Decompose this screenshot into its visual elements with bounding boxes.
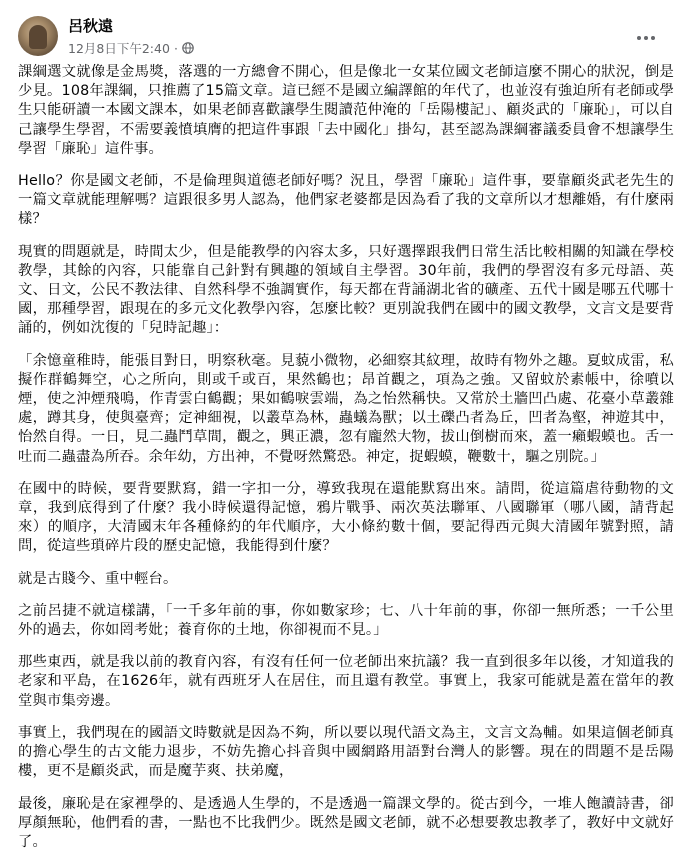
more-options-icon <box>637 36 641 40</box>
post-paragraph: 現實的問題就是，時間太少，但是能教學的內容太多，只好選擇跟我們日常生活比較相關的知識在學校教學，其餘的內容，只能靠自己針對有興趣的領域自主學習。30年前，我們的學習沒有多元母語、英文、日文，公民不教法律、自然科學不強調實作，每天都在背誦湖北省的礦產、五代十國是哪五代哪十國，那種學習，跟現在的多元文化教學內容，怎麼比較？更別說我們在國中的國文教學，文言文是要背誦的，例如沈復的「兒時記趣」： <box>18 243 674 337</box>
post-paragraph: 就是古賤今、重中輕台。 <box>18 570 178 587</box>
post-paragraph: 事實上，我們現在的國語文時數就是因為不夠，所以要以現代語文為主，文言文為輔。如果這個老師真的擔心學生的古文能力退步，不妨先擔心抖音與中國網路用語對台灣人的影響。現在的問題不是岳陽樓，更不是顧炎武，而是魔芋爽、扶弟魔， <box>18 724 674 780</box>
more-options-button[interactable] <box>631 26 661 50</box>
post-paragraph: Hello？你是國文老師，不是倫理與道德老師好嗎？況且，學習「廉恥」這件事，要靠顧炎武老先生的一篇文章就能理解嗎？這跟很多男人認為，他們家老婆都是因為看了我的文章所以才想離婚，有什麼兩樣？ <box>18 173 674 228</box>
post-body <box>18 63 674 865</box>
post-paragraph: 之前呂捷不就這樣講，「一千多年前的事，你如數家珍；七、八十年前的事，你卻一無所悉；一千公里外的過去，你如罔考妣；養育你的土地，你卻視而不見。」 <box>18 602 674 639</box>
post-header <box>18 0 671 60</box>
post-timestamp[interactable]: 12月8日下午2:40 <box>68 41 170 56</box>
meta-separator: · <box>173 40 178 56</box>
more-options-icon-dot <box>644 36 648 40</box>
post-meta <box>68 39 194 57</box>
author-name[interactable]: 呂秋遠 <box>68 17 114 35</box>
post-paragraph: 在國中的時候，要背要默寫，錯一字扣一分，導致我現在還能默寫出來。請問，從這篇虐待動物的文章，我到底得到了什麼？我小時候還得記憶，鴉片戰爭、兩次英法聯軍、八國聯軍（哪八國，請背起來）的順序，大清國末年各種條約的年代順序，大小條約數十個，要記得西元與大清國年號對照，請問，從這些瑣碎片段的歷史記憶，我能得到什麼？ <box>18 480 674 555</box>
post-paragraph: 那些東西，就是我以前的教育內容，有沒有任何一位老師出來抗議？我一直到很多年以後，才知道我的老家和平島，在1626年，就有西班牙人在居住，而且還有教堂。事實上，我家可能就是蓋在當年的教堂與市集旁邊。 <box>18 654 674 709</box>
more-options-icon-dot <box>651 36 655 40</box>
post-paragraph: 最後，廉恥是在家裡學的、是透過人生學的，不是透過一篇課文學的。從古到今，一堆人飽讀詩書，卻厚顏無恥，他們看的書，一點也不比我們少。既然是國文老師，就不必想要教忠教孝了，教好中文就好了。 <box>18 795 674 850</box>
post-paragraph-quote: 「余憶童稚時，能張目對日，明察秋毫。見藐小微物，必細察其紋理，故時有物外之趣。夏蚊成雷，私擬作群鶴舞空，心之所向，則或千或百，果然鶴也；昂首觀之，項為之強。又留蚊於素帳中，徐噴以煙，使之沖煙飛鳴，作青雲白鶴觀；果如鶴唳雲端，為之怡然稱快。又常於土牆凹凸處、花臺小草叢雜處，蹲其身，使與臺齊；定神細視，以叢草為林，蟲蟻為獸；以土礫凸者為丘，凹者為壑，神遊其中，怡然自得。一日，見二蟲鬥草間，觀之，興正濃，忽有龐然大物，拔山倒樹而來，蓋一癩蝦蟆也。舌一吐而二蟲盡為所吞。余年幼，方出神，不覺呀然驚恐。神定，捉蝦蟆，鞭數十，驅之別院。」 <box>18 352 674 465</box>
avatar-figure <box>29 25 47 49</box>
globe-icon[interactable] <box>182 42 194 54</box>
post-paragraph: 課綱選文就像是金馬獎，落選的一方總會不開心，但是像北一女某位國文老師這麼不開心的狀況，倒是少見。108年課綱，只推薦了15篇文章。這已經不是國立編譯館的年代了，也並沒有強迫所有老師或學生只能研讀一本國文課本，如果老師喜歡讓學生閱讀范仲淹的「岳陽樓記」、顧炎武的「廉恥」，可以自己讓學生學習，不需要義憤填膺的把這件事跟「去中國化」掛勾，甚至認為課綱審議委員會不想讓學生學習「廉恥」這件事。 <box>18 64 674 157</box>
avatar[interactable] <box>18 16 58 56</box>
